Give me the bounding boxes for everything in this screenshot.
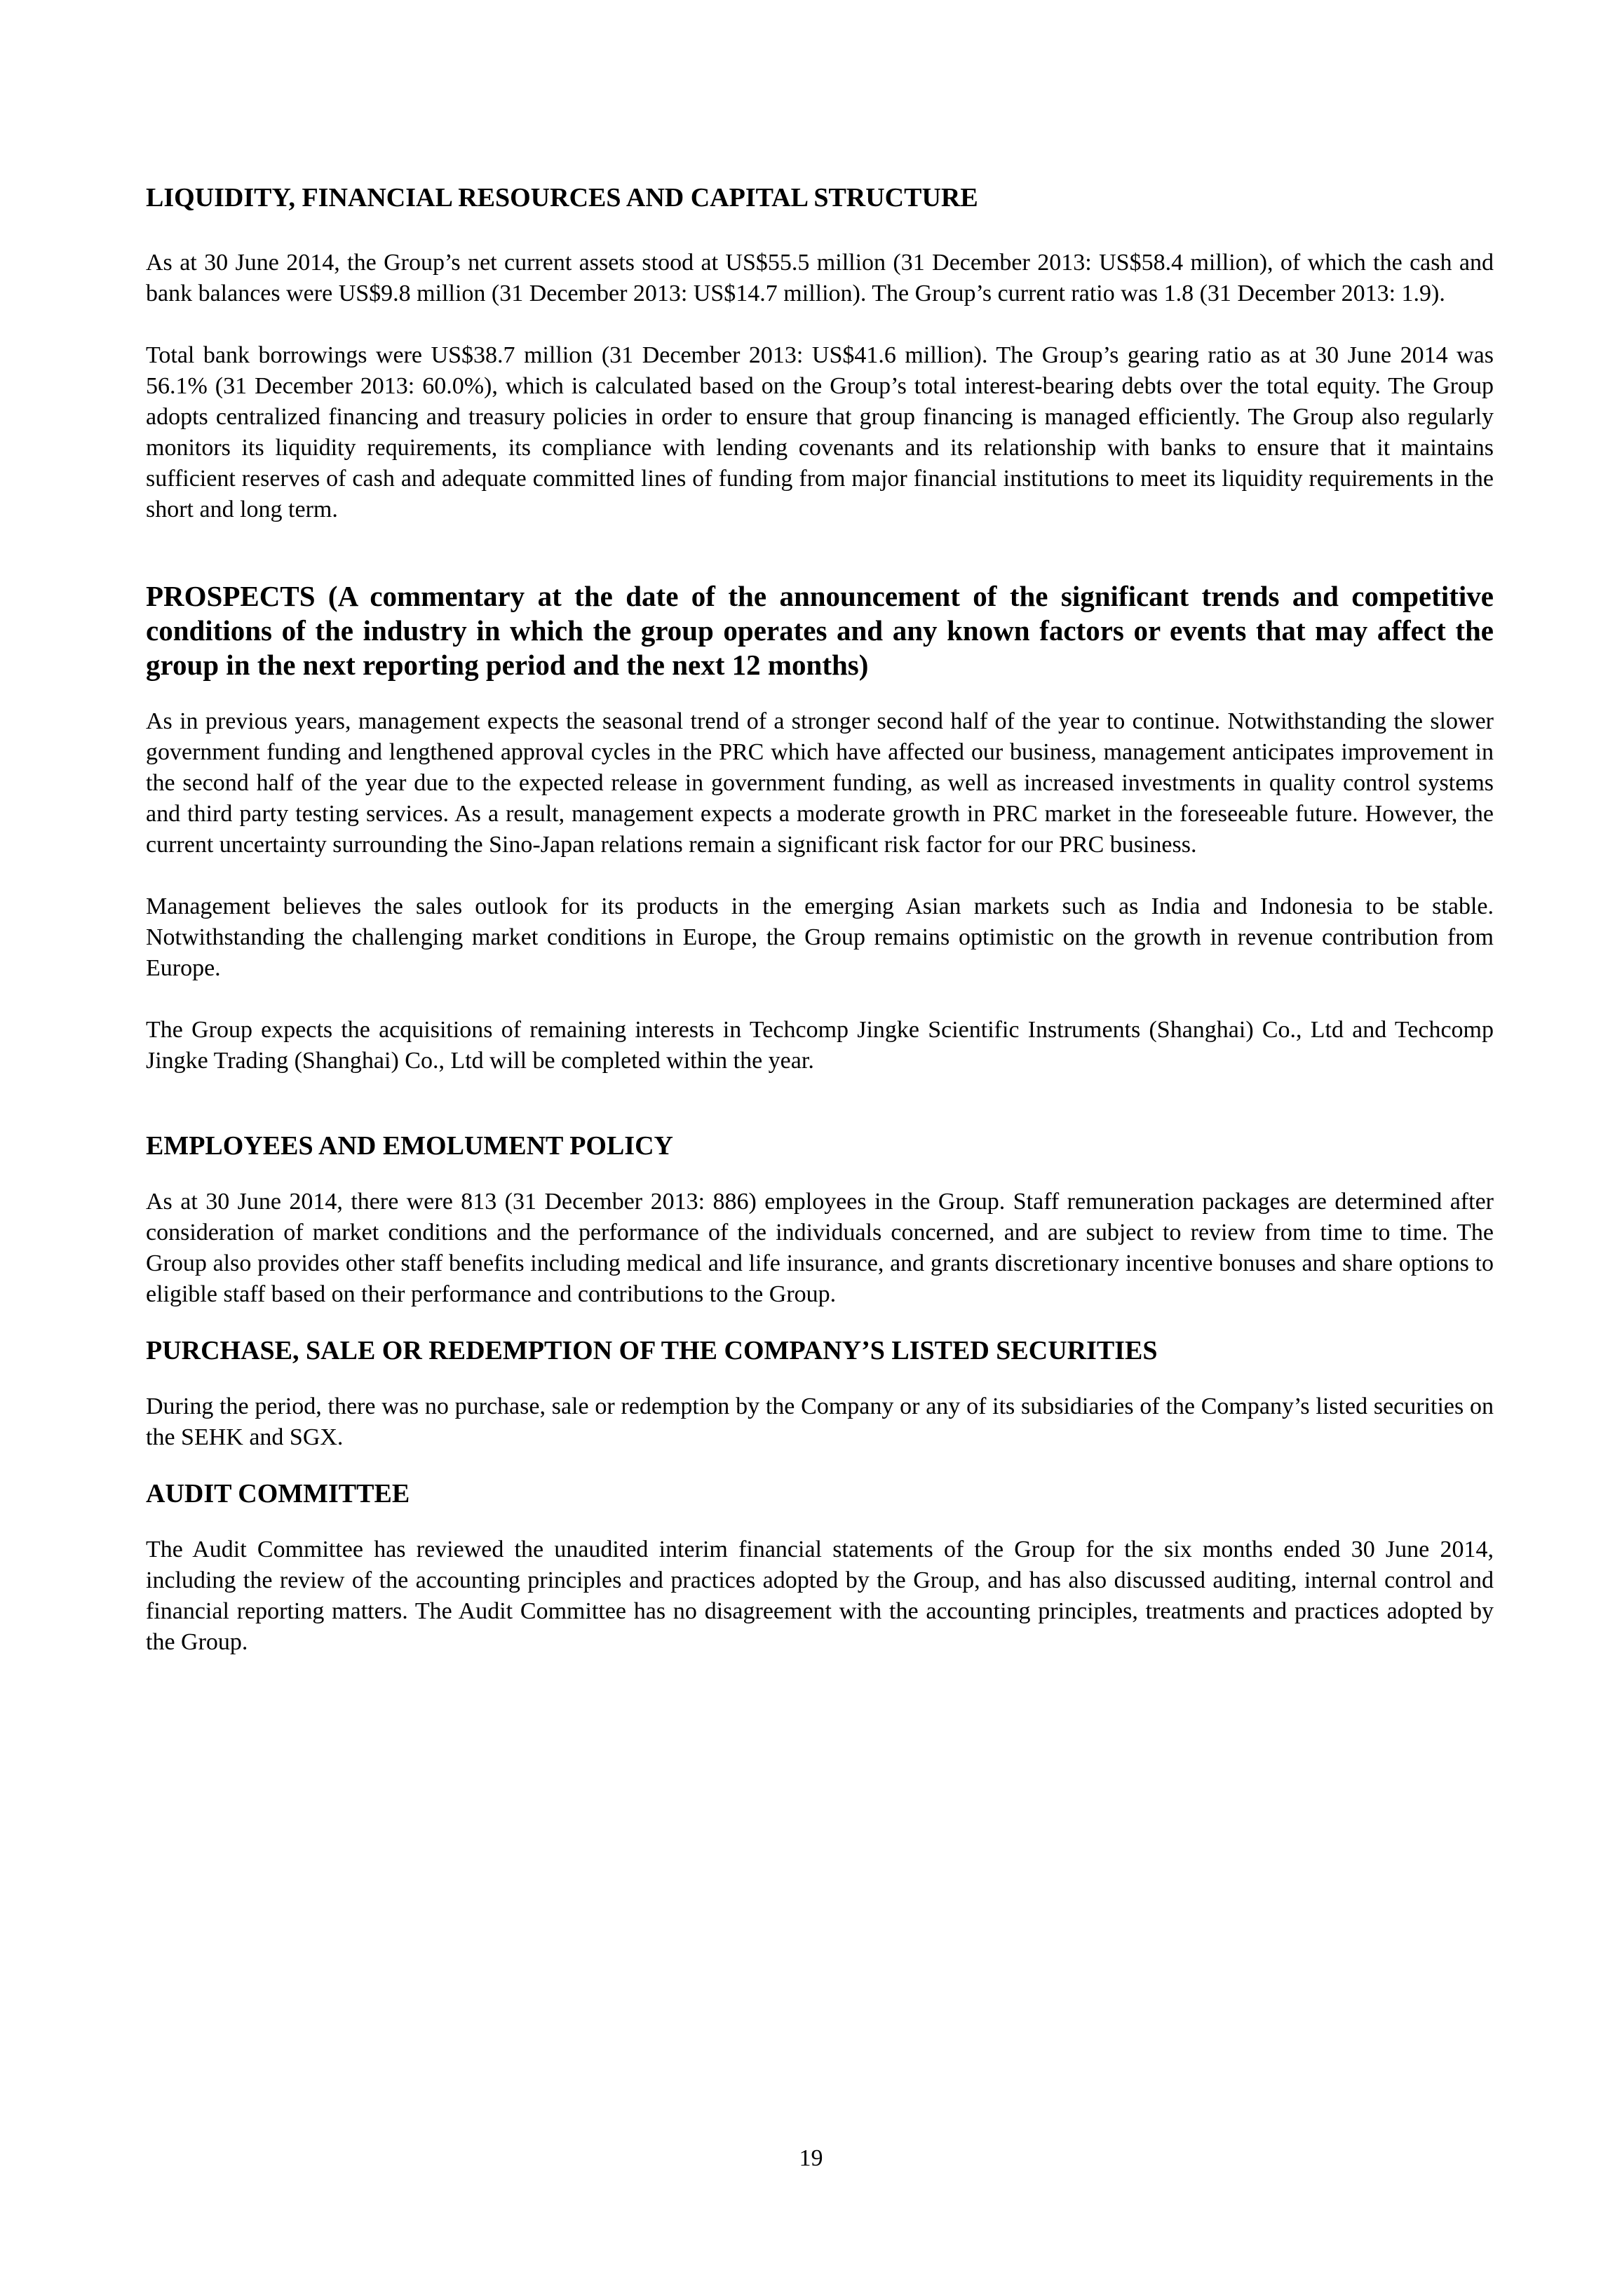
page-number: 19 [799,2145,823,2171]
paragraph-securities: During the period, there was no purchase, sale or redemption by the Company or any of its subsidiaries of the Company’s listed securities on the SEHK and SGX. [146,1393,1494,1450]
section-heading-liquidity: LIQUIDITY, FINANCIAL RESOURCES AND CAPITAL STRUCTURE [146,183,978,212]
paragraph-sales-outlook: Management believes the sales outlook for its products in the emerging Asian markets such as India and Indonesia to be stable. Notwithstanding the challenging market conditions in Europe, the Group remains optimistic on the growth in revenue contribution from Europe. [146,893,1494,981]
paragraph-net-current-assets: As at 30 June 2014, the Group’s net current assets stood at US$55.5 million (31 December 2013: US$58.4 million), of which the cash and bank balances were US$9.8 million (31 December 2013: US$14.7 million). The Group’s current ratio was 1.8 (31 December 2013: 1.9). [146,250,1494,306]
section-heading-prospects: PROSPECTS (A commentary at the date of the announcement of the significant trends and competitive conditions of the industry in which the group operates and any known factors or events that may affect the group in the next reporting period and the next 12 months) [146,580,1494,681]
section-heading-securities: PURCHASE, SALE OR REDEMPTION OF THE COMPANY’S LISTED SECURITIES [146,1336,1158,1365]
section-heading-employees: EMPLOYEES AND EMOLUMENT POLICY [146,1131,673,1161]
paragraph-employees: As at 30 June 2014, there were 813 (31 December 2013: 886) employees in the Group. Staff remuneration packages are determined after consideration of market conditions and the performance of the individuals concerned, and are subject to review from time to time. The Group also provides other staff benefits including medical and life insurance, and grants discretionary incentive bonuses and share options to eligible staff based on their performance and contributions to the Group. [146,1189,1494,1307]
paragraph-acquisitions: The Group expects the acquisitions of remaining interests in Techcomp Jingke Scientific Instruments (Shanghai) Co., Ltd and Techcomp Jingke Trading (Shanghai) Co., Ltd will be completed within the year. [146,1017,1494,1074]
section-heading-audit-committee: AUDIT COMMITTEE [146,1479,410,1508]
paragraph-seasonal-trend: As in previous years, management expects the seasonal trend of a stronger second half of the year to continue. Notwithstanding the slower government funding and lengthened approval cycles in the PRC which have affected our business, management anticipates improvement in the second half of the year due to the expected release in government funding, as well as increased investments in quality control systems and third party testing services. As a result, management expects a moderate growth in PRC market in the foreseeable future. However, the current uncertainty surrounding the Sino-Japan relations remain a significant risk factor for our PRC business. [146,708,1494,858]
paragraph-bank-borrowings: Total bank borrowings were US$38.7 million (31 December 2013: US$41.6 million). The Group’s gearing ratio as at 30 June 2014 was 56.1% (31 December 2013: 60.0%), which is calculated based on the Group’s total interest-bearing debts over the total equity. The Group adopts centralized financing and treasury policies in order to ensure that group financing is managed efficiently. The Group also regularly monitors its liquidity requirements, its compliance with lending covenants and its relationship with banks to ensure that it maintains sufficient reserves of cash and adequate committed lines of funding from major financial institutions to meet its liquidity requirements in the short and long term. [146,342,1494,522]
paragraph-audit-committee: The Audit Committee has reviewed the unaudited interim financial statements of the Group for the six months ended 30 June 2014, including the review of the accounting principles and practices adopted by the Group, and has also discussed auditing, internal control and financial reporting matters. The Audit Committee has no disagreement with the accounting principles, treatments and practices adopted by the Group. [146,1537,1494,1655]
document-page [146,181,1494,1658]
